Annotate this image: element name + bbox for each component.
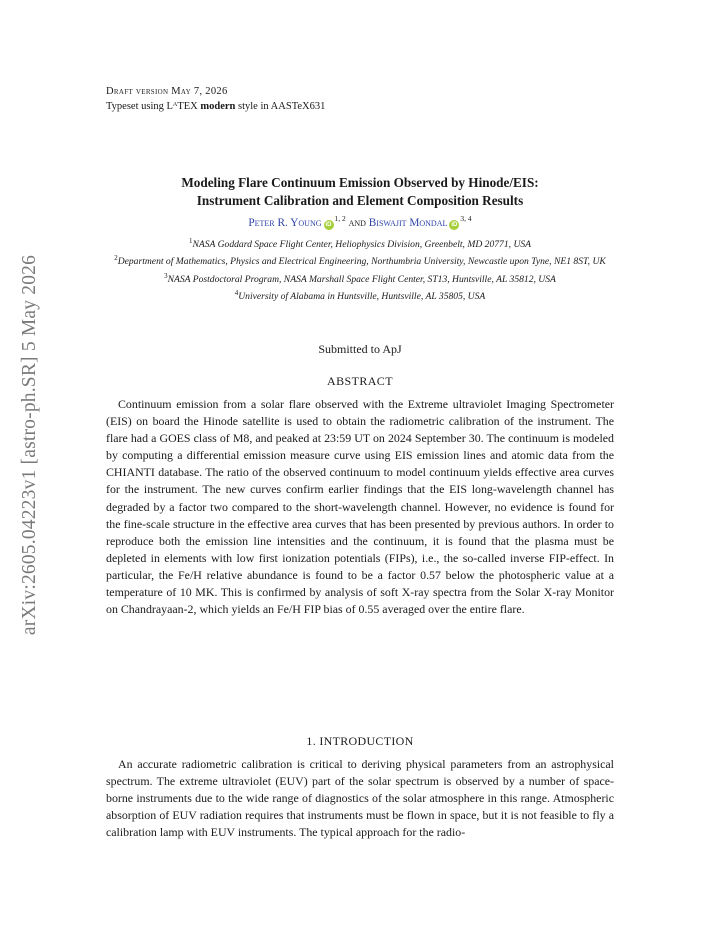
affiliation: [100, 253, 620, 268]
author-mondal-affil: 3, 4: [460, 214, 472, 223]
affiliation: [100, 271, 620, 286]
typeset-line: [106, 99, 325, 114]
orcid-icon[interactable]: iD: [325, 221, 332, 228]
title-line-2: Instrument Calibration and Element Composition Results: [196, 193, 524, 208]
affiliations: [100, 236, 620, 306]
affiliation: [100, 236, 620, 251]
abstract-text: Continuum emission from a solar flare observed with the Extreme ultraviolet Imaging Spectrometer (EIS) on board the Hinode satellite is used to obtain the radiometric calibration of the instrument. The flare had a GOES class of M8, and peaked at 23:59 UT on 2024 September 30. The continuum is modeled by computing a differential emission measure curve using EIS emission lines and atomic data from the CHIANTI database. The ratio of the observed continuum to model continuum yields effective area curves for the instrument. The new curves confirm earlier findings that the EIS long-wavelength channel has degraded by a factor two compared to the short-wavelength channel. However, no evidence is found for the fine-scale structure in the effective area curves that has been presented by previous authors. In order to reproduce both the emission line intensities and the continuum, it is found that the plasma must be depleted in elements with low first ionization potentials (FIPs), i.e., the so-called inverse FIP-effect. In particular, the Fe/H relative abundance is found to be a factor 0.57 below the photospheric value at a temperature of 10 MK. This is confirmed by analysis of soft X-ray spectra from the Solar X-ray Monitor on Chandrayaan-2, which yields an Fe/H FIP bias of 0.55 averaged over the entire flare.: [106, 397, 614, 617]
affiliation-text: Department of Mathematics, Physics and Electrical Engineering, Northumbria University, Newcastle upon Tyne, NE1 8ST, UK: [117, 256, 606, 268]
author-list: [90, 214, 630, 230]
submission-note: Submitted to ApJ: [318, 342, 402, 356]
affiliation-text: NASA Postdoctoral Program, NASA Marshall Space Flight Center, ST13, Huntsville, AL 35812, USA: [167, 273, 556, 285]
affiliation-text: NASA Goddard Space Flight Center, Heliophysics Division, Greenbelt, MD 20771, USA: [192, 239, 532, 251]
orcid-icon[interactable]: iD: [451, 221, 458, 228]
typeset-style: modern: [200, 101, 236, 112]
author-conjunction: and: [348, 216, 366, 229]
author-mondal[interactable]: Biswajit Mondal: [368, 216, 448, 229]
title-line-1: Modeling Flare Continuum Emission Observed by Hinode/EIS:: [181, 175, 539, 190]
intro-paragraph: An accurate radiometric calibration is critical to deriving physical parameters from an astrophysical spectrum. The extreme ultraviolet (EUV) part of the solar spectrum is observed by a number of space-borne instruments due to the wide range of diagnostics of the solar atmosphere in this range. Atmospheric absorption of EUV radiation requires that instruments must be flown in space, but it is not feasible to fly a calibration lamp with EUV instruments. The typical approach for the radio-: [106, 757, 614, 840]
affiliation: [100, 288, 620, 303]
affiliation-number: 2: [114, 254, 118, 263]
preprint-header: [106, 84, 325, 114]
affiliation-number: 1: [188, 237, 193, 245]
author-young[interactable]: Peter R. Young: [248, 216, 322, 229]
arxiv-id: arXiv:2605.04223v1 [astro-ph.SR] 5 May 2026: [19, 254, 40, 636]
affiliation-number: 4: [234, 289, 239, 298]
affiliation-number: 3: [164, 271, 168, 280]
typeset-prefix: Typeset using LᴬTEX: [106, 101, 201, 112]
typeset-suffix: style in AASTeX631: [235, 101, 326, 112]
paper-title: [90, 174, 630, 210]
arxiv-stamp: [0, 240, 60, 650]
author-young-affil: 1, 2: [334, 214, 346, 223]
abstract-heading: ABSTRACT: [327, 374, 393, 388]
section-heading: 1. INTRODUCTION: [306, 734, 414, 748]
affiliation-text: University of Alabama in Huntsville, Huntsville, AL 35805, USA: [238, 291, 486, 303]
draft-version: Draft version May 7, 2026: [106, 86, 228, 97]
